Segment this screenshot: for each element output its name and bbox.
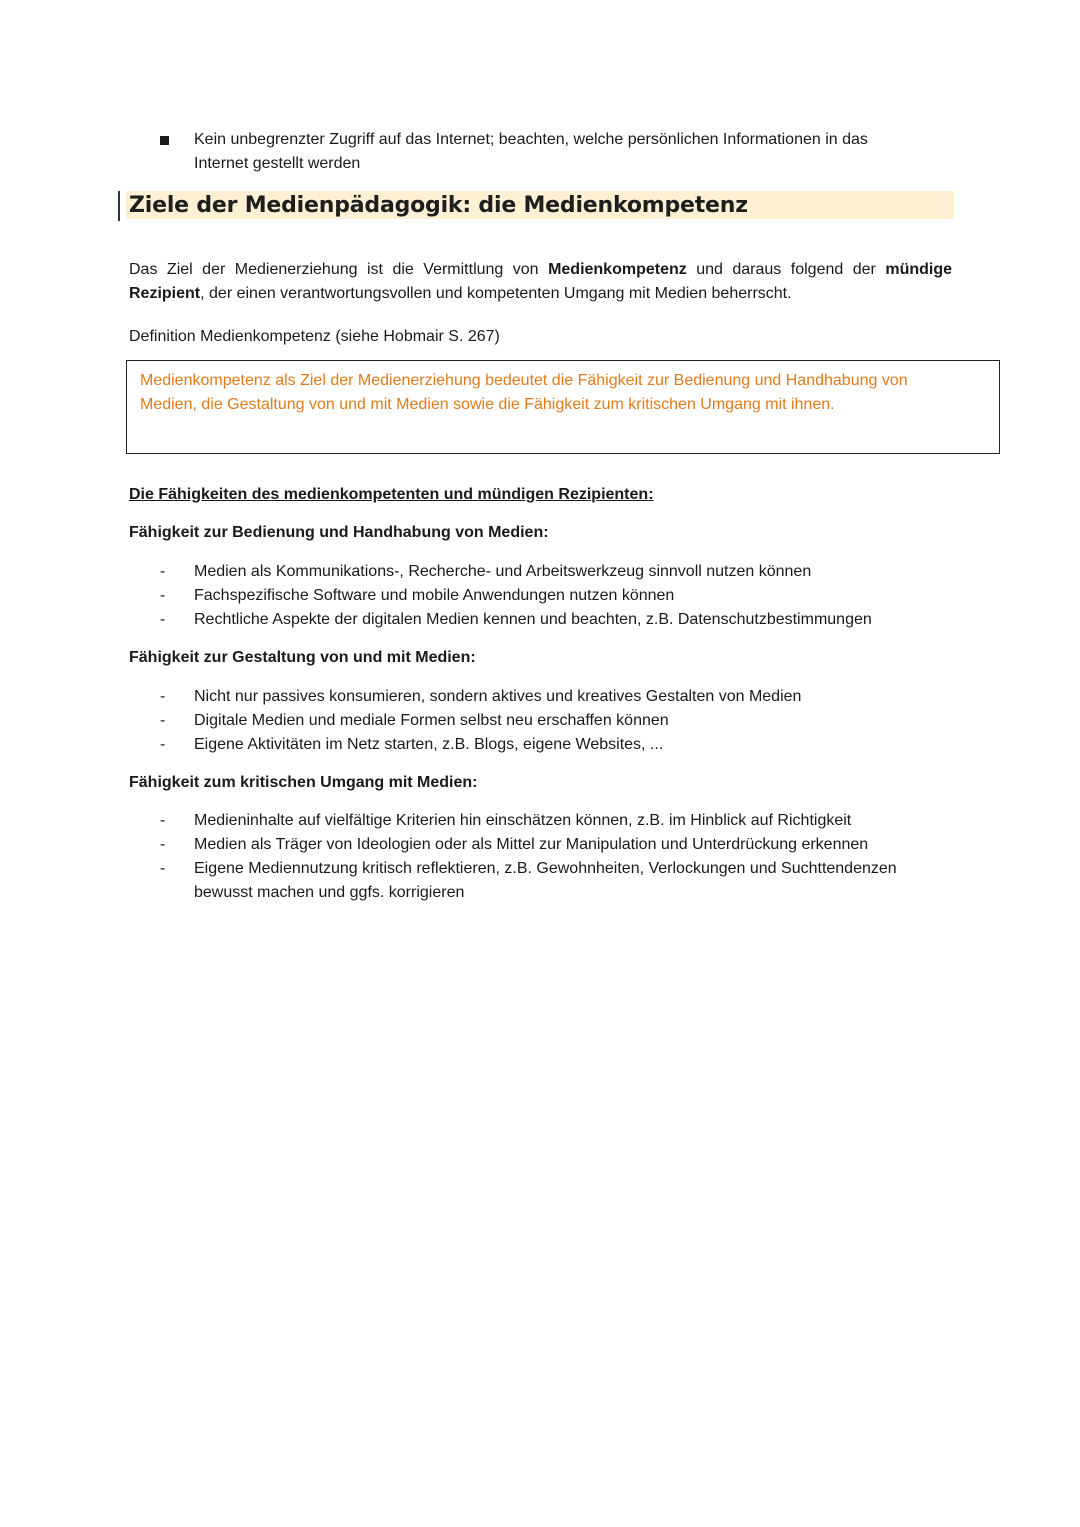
list-item [160,709,950,733]
list-item-text: Eigene Mediennutzung kritisch reflektieren, z.B. Gewohnheiten, Verlockungen und Suchttendenzen bewusst machen und ggfs. korrigieren [194,860,897,901]
section-heading-handling: Fähigkeit zur Bedienung und Handhabung von Medien: [129,524,549,541]
section-heading [118,191,954,221]
section-heading-critical: Fähigkeit zum kritischen Umgang mit Medien: [129,774,478,791]
intro-bold-1: Medienkompetenz [548,261,687,278]
section-heading-design: Fähigkeit zur Gestaltung von und mit Medien: [129,649,476,666]
list-item [160,685,950,709]
list-item [160,608,950,632]
list-handling [160,560,950,632]
dash-bullet: - [160,736,166,753]
list-item [160,833,950,857]
definition-text: Medienkompetenz als Ziel der Medienerziehung bedeutet die Fähigkeit zur Bedienung und Handhabung von Medien, die Gestaltung von und mit Medien sowie die Fähigkeit zum kritischen Umgang mit ihnen. [140,372,908,413]
list-item-text: Fachspezifische Software und mobile Anwendungen nutzen können [194,587,675,604]
intro-paragraph [129,258,952,306]
dash-bullet: - [160,712,166,729]
heading-margin-line [118,191,120,221]
list-item-text: Medien als Kommunikations-, Recherche- und Arbeitswerkzeug sinnvoll nutzen können [194,563,812,580]
list-item [160,584,950,608]
list-item-text: Rechtliche Aspekte der digitalen Medien kennen und beachten, z.B. Datenschutzbestimmungen [194,611,872,628]
skills-title [129,483,654,507]
intro-text-1: Das Ziel der Medienerziehung ist die Vermittlung von [129,261,549,278]
list-item [160,857,950,905]
section-heading-title: Ziele der Medienpädagogik: die Medienkompetenz [129,193,748,218]
dash-bullet: - [160,860,166,877]
skills-title-colon: : [648,486,654,503]
dash-bullet: - [160,836,166,853]
list-item-text: Medien als Träger von Ideologien oder als Mittel zur Manipulation und Unterdrückung erkennen [194,836,869,853]
dash-bullet: - [160,688,166,705]
square-bullet-icon [160,136,169,145]
skills-title-text: Die Fähigkeiten des medienkompetenten und mündigen Rezipienten [129,486,649,503]
definition-box [126,360,1000,454]
dash-bullet: - [160,587,166,604]
list-item-text: Nicht nur passives konsumieren, sondern aktives und kreatives Gestalten von Medien [194,688,802,705]
intro-bold-2: mündige Rezipient [129,261,953,302]
intro-text-3: , der einen verantwortungsvollen und kompetenten Umgang mit Medien beherrscht. [200,285,792,302]
list-item [160,733,950,757]
list-item [160,560,950,584]
dash-bullet: - [160,812,166,829]
dash-bullet: - [160,563,166,580]
list-item-text: Medieninhalte auf vielfältige Kriterien hin einschätzen können, z.B. im Hinblick auf Richtigkeit [194,812,852,829]
top-bullet-item [160,128,920,176]
list-item-text: Eigene Aktivitäten im Netz starten, z.B. Blogs, eigene Websites, ... [194,736,664,753]
definition-reference: Definition Medienkompetenz (siehe Hobmair S. 267) [129,328,500,345]
dash-bullet: - [160,611,166,628]
top-bullet-text: Kein unbegrenzter Zugriff auf das Internet; beachten, welche persönlichen Informationen in das Internet gestellt werden [194,131,868,172]
intro-text-2: und daraus folgend der [686,261,886,278]
list-item-text: Digitale Medien und mediale Formen selbst neu erschaffen können [194,712,669,729]
list-critical [160,809,950,905]
list-design [160,685,950,757]
list-item [160,809,950,833]
